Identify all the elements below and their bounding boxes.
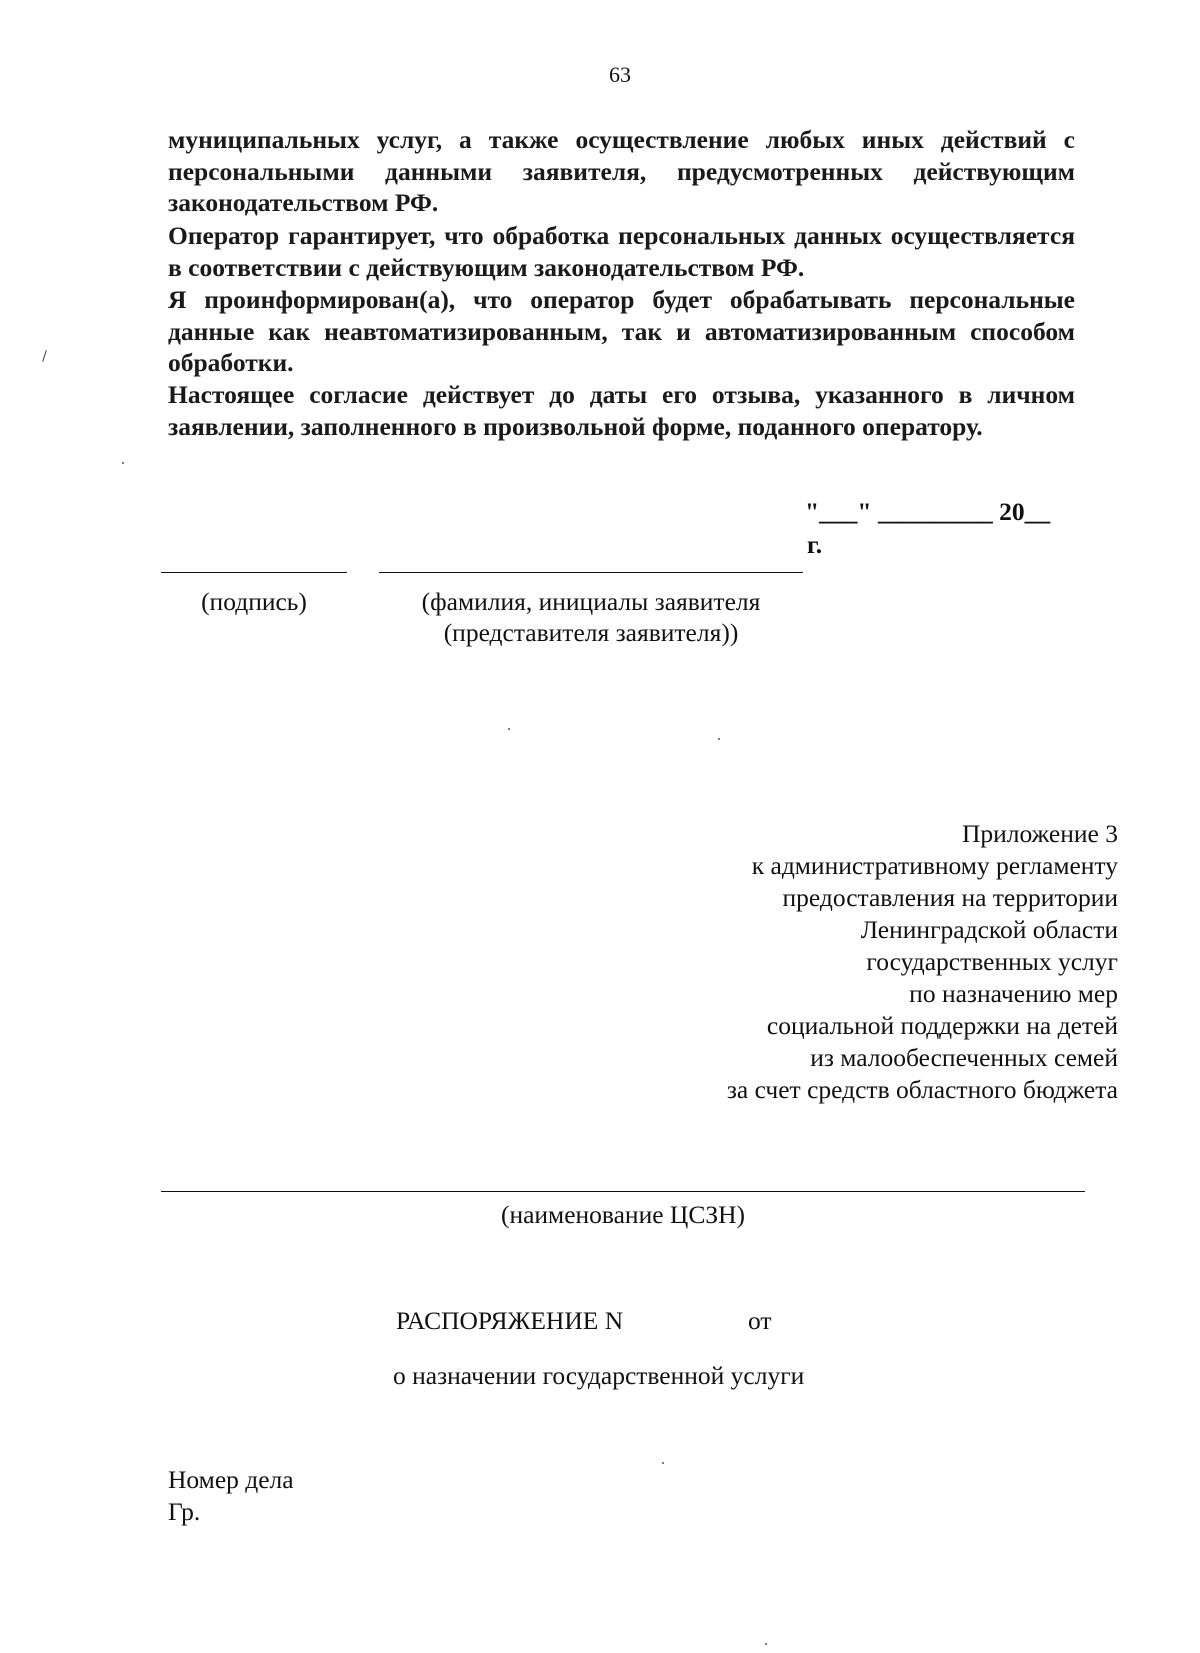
name-line: [379, 572, 803, 573]
date-year-suffix: г.: [807, 530, 823, 559]
date-line: "___" _________ 20__: [805, 497, 1051, 526]
appendix-line: за счет средств областного бюджета: [726, 1075, 1118, 1104]
page-number: 63: [609, 62, 631, 87]
appendix-line: по назначению мер: [909, 979, 1118, 1008]
scan-speck: [718, 738, 720, 740]
appendix-line: предоставления на территории: [782, 883, 1118, 912]
consent-text: Оператор гарантирует, что обработка персональных данных осуществляется в соответствии с действующим законодательством РФ.: [168, 221, 1075, 282]
consent-text: Настоящее согласие действует до даты его отзыва, указанного в личном заявлении, заполненного в произвольной форме, поданного оператору.: [168, 380, 1075, 441]
order-subject: о назначении государственной услуги: [393, 1361, 805, 1390]
consent-paragraph-1: [168, 124, 1075, 219]
signature-line: [161, 572, 347, 573]
signature-caption: (подпись): [201, 587, 307, 616]
appendix-line: государственных услуг: [866, 947, 1118, 976]
order-title: РАСПОРЯЖЕНИЕ N: [396, 1306, 624, 1335]
order-from-label: от: [748, 1306, 772, 1335]
consent-paragraph-2: [168, 220, 1075, 283]
name-caption-line: (фамилия, инициалы заявителя: [421, 587, 761, 616]
scan-speck: [508, 728, 510, 730]
org-caption: (наименование ЦСЗН): [500, 1200, 746, 1229]
citizen-label: Гр.: [168, 1497, 201, 1526]
appendix-line: к административному регламенту: [751, 851, 1118, 880]
case-number-label: Номер дела: [168, 1465, 294, 1494]
scan-speck: [765, 1643, 767, 1645]
org-name-line: [161, 1191, 1085, 1192]
consent-text: муниципальных услуг, а также осуществление любых иных действий с персональными данными заявителя, предусмотренных действующим законодательством РФ.: [168, 125, 1075, 217]
appendix-line: Ленинградской области: [860, 915, 1118, 944]
scan-speck: [662, 1462, 664, 1464]
consent-paragraph-3: [168, 284, 1075, 379]
scan-speck: [122, 462, 124, 464]
scan-mark: [42, 350, 47, 362]
consent-paragraph-4: [168, 379, 1075, 442]
appendix-line: из малообеспеченных семей: [810, 1043, 1118, 1072]
name-caption: [379, 586, 803, 648]
name-caption-line: (представителя заявителя)): [443, 618, 739, 647]
appendix-line: социальной поддержки на детей: [766, 1011, 1118, 1040]
consent-text: Я проинформирован(а), что оператор будет обрабатывать персональные данные как неавтоматизированным, так и автоматизированным способом обработки.: [168, 285, 1075, 377]
appendix-block: [518, 818, 1118, 1106]
appendix-line: Приложение 3: [962, 819, 1118, 848]
